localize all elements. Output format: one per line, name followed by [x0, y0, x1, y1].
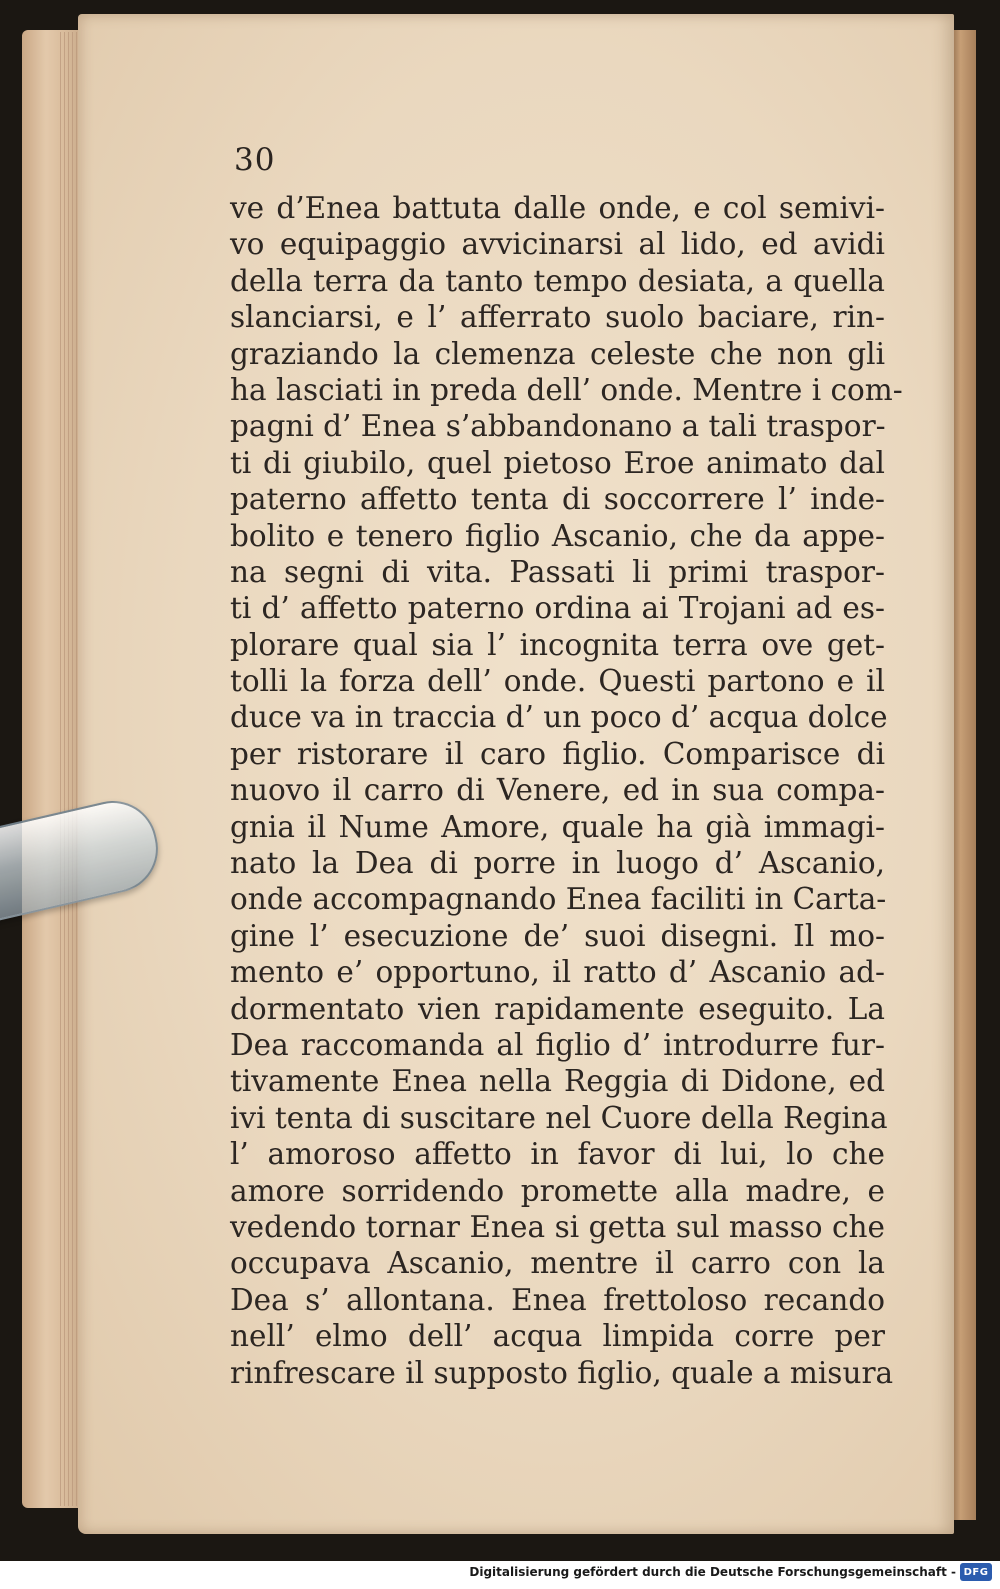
text-line: per ristorare il caro figlio. Comparisce di — [230, 736, 885, 771]
text-line: l’ amoroso affetto in favor di lui, lo che — [230, 1137, 885, 1172]
text-line: nuovo il carro di Venere, ed in sua compa- — [230, 773, 885, 808]
text-line: ivi tenta di suscitare nel Cuore della Regina — [230, 1100, 888, 1135]
text-line: rinfrescare il supposto figlio, quale a misura — [230, 1355, 894, 1390]
text-line: Dea raccomanda al figlio d’ introdurre fur- — [230, 1027, 885, 1062]
text-line: bolito e tenero figlio Ascanio, che da appe- — [230, 518, 885, 553]
funding-credit: Digitalisierung gefördert durch die Deutsche Forschungsgemeinschaft - — [469, 1565, 956, 1579]
text-line: na segni di vita. Passati li primi traspor- — [230, 554, 885, 589]
text-line: ve d’Enea battuta dalle onde, e col semivi- — [230, 191, 885, 225]
text-line: plorare qual sia l’ incognita terra ove get- — [230, 627, 885, 662]
text-line: slanciarsi, e l’ afferrato suolo baciare, rin- — [230, 300, 885, 335]
text-line: pagni d’ Enea s’abbandonano a tali traspor- — [230, 409, 886, 444]
text-line: gnia il Nume Amore, quale ha già immagi- — [230, 809, 885, 844]
text-line: amore sorridendo promette alla madre, e — [230, 1173, 885, 1208]
page-text — [230, 190, 903, 1391]
text-line: nell’ elmo dell’ acqua limpida corre per — [230, 1319, 885, 1354]
text-line: graziando la clemenza celeste che non gli — [230, 336, 885, 371]
text-line: duce va in traccia d’ un poco d’ acqua dolce — [230, 700, 888, 735]
text-line: Dea s’ allontana. Enea frettoloso recando — [230, 1282, 885, 1317]
dfg-logo-icon: DFG — [960, 1563, 992, 1581]
text-line: della terra da tanto tempo desiata, a quella — [230, 263, 885, 298]
text-line: nato la Dea di porre in luogo d’ Ascanio, — [230, 846, 885, 881]
text-line: ti di giubilo, quel pietoso Eroe animato dal — [230, 445, 885, 480]
text-line: paterno affetto tenta di soccorrere l’ inde- — [230, 482, 885, 517]
text-line: tivamente Enea nella Reggia di Didone, ed — [230, 1064, 885, 1099]
text-line: ha lasciati in preda dell’ onde. Mentre i com- — [230, 372, 903, 407]
text-line: vedendo tornar Enea si getta sul masso che — [230, 1209, 885, 1244]
text-line: mento e’ opportuno, il ratto d’ Ascanio ad- — [230, 955, 885, 990]
text-line: dormentato vien rapidamente eseguito. La — [230, 991, 885, 1026]
text-line: ti d’ affetto paterno ordina ai Trojani ad es- — [230, 591, 885, 626]
text-line: gine l’ esecuzione de’ suoi disegni. Il mo- — [230, 918, 885, 953]
text-line: occupava Ascanio, mentre il carro con la — [230, 1246, 885, 1281]
text-line: tolli la forza dell’ onde. Questi partono e il — [230, 664, 885, 699]
text-line: vo equipaggio avvicinarsi al lido, ed avidi — [230, 227, 885, 262]
text-line: onde accompagnando Enea faciliti in Carta- — [230, 882, 887, 917]
page-number: 30 — [234, 142, 276, 178]
